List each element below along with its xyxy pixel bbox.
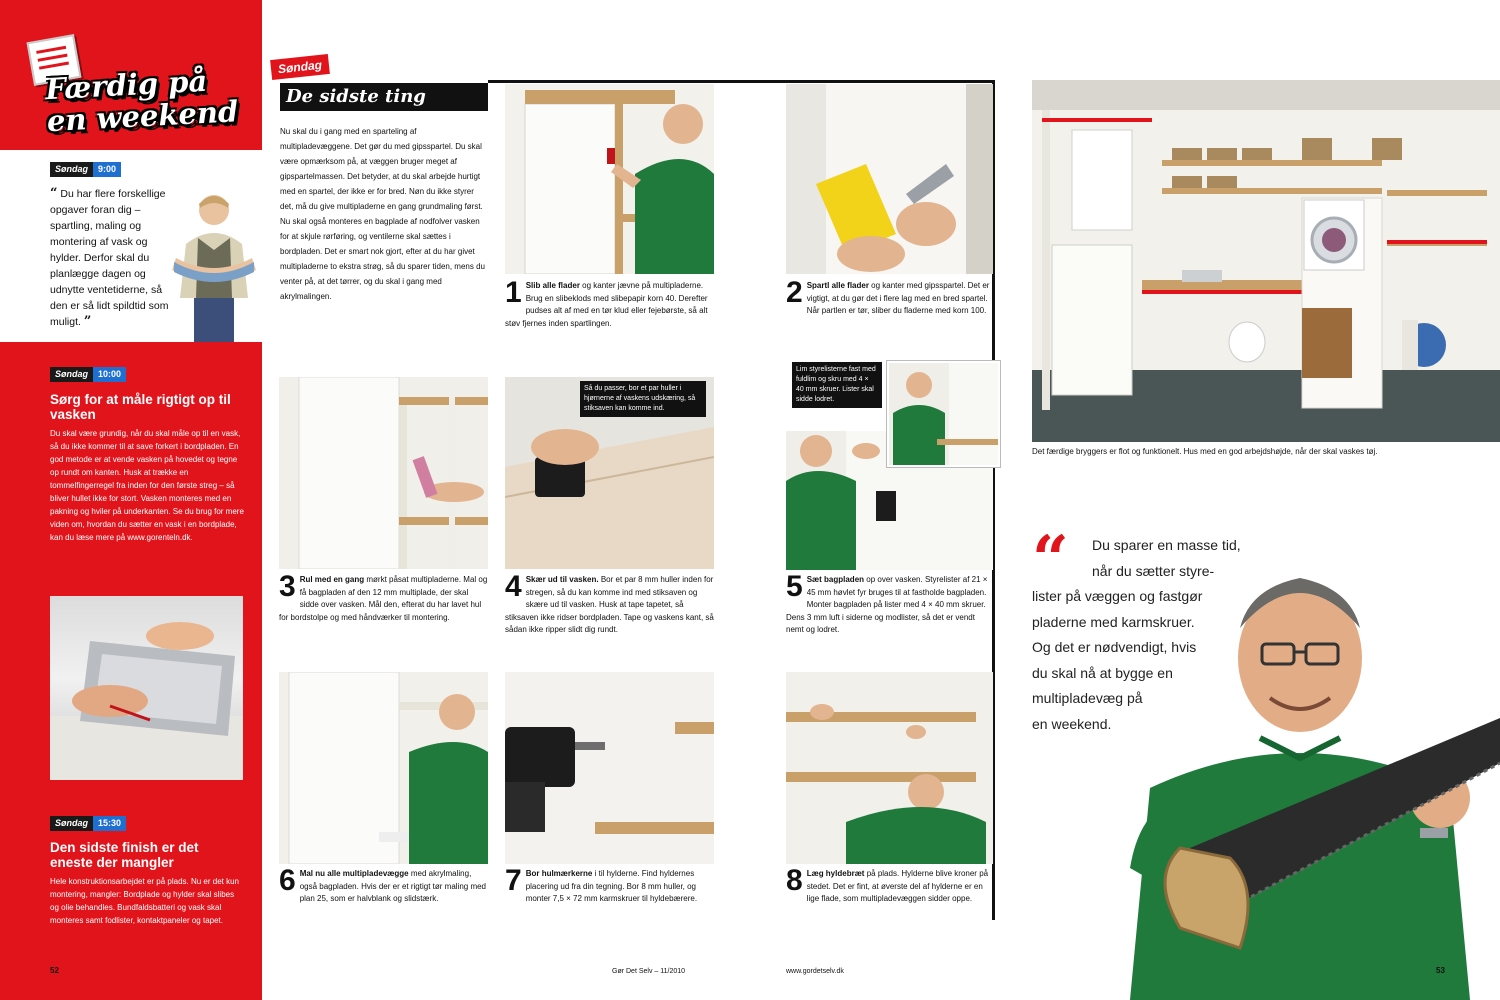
section-heading: Sørg for at måle rigtigt op til vasken (50, 392, 231, 422)
step-photo-3 (279, 377, 488, 569)
avatar (168, 188, 260, 342)
step-caption-7: 7 Bor hulmærkerne i til hylderne. Find hyldernes placering ud fra din tegning. Bor 8 mm huller, og monter 7,5 × 72 mm karmskruer til hyldebærere. (505, 864, 698, 903)
pull-quote-line: når du sætter styre- (1092, 562, 1215, 579)
pull-quote-line: Og det er nødvendigt, hvis (1032, 639, 1197, 655)
pull-quote-line: du skal nå at bygge en (1032, 664, 1173, 681)
sink-photo (50, 596, 243, 780)
finished-room-photo (1032, 80, 1500, 442)
callout-5: Lim styrelisterne fast med fuldlim og skru med 4 × 40 mm skruer. Lister skal sidde lodret. (792, 362, 882, 408)
step-photo-7 (505, 672, 714, 864)
sidebar-section (50, 840, 245, 927)
red-sidebar (0, 0, 262, 1000)
pull-quote-line: lister på væggen og fastgør (1032, 588, 1203, 604)
step-photo-2 (786, 84, 993, 274)
step-photo-6 (279, 672, 488, 864)
step-caption-5: 5 Sæt bagpladen op over vasken. Styrelister af 21 × 45 mm høvlet fyr bruges til at fastholde bagpladen. Monter bagpladen på lister med 4 × 40 mm skruer. Dens 3 mm luft i siderne og modlister, så det er vendt nemt og lodret. (786, 570, 988, 634)
time-badge: Søndag 9:00 (50, 162, 121, 177)
step-caption-6: 6 Mal nu alle multipladevægge med akrylmaling, også bagpladen. Hvis der er et rigtigt tør maling med plan 25, som er halvblank og slidstærk. (279, 864, 486, 903)
step-caption-3: 3 Rul med en gang mørkt påsat multipladerne. Mal og få bagpladen af den 12 mm multiplade, der skal sidde over vasken. Mål den, efterat du har lavet hul for bordstolpe og med håndværker til montering. (279, 570, 488, 622)
step-caption-2: 2 Spartl alle flader og kanter med gipsspartel. Det er vigtigt, at du gør det i flere lag med en bred spartel. Når partlen er tør, sliber du fladerne med korn 100. (786, 276, 990, 315)
footer-magazine: Gør Det Selv – 11/2010 (612, 968, 686, 975)
page-title: De sidste ting (280, 83, 488, 111)
pull-quote-line: pladerne med karmskruer. (1032, 613, 1195, 630)
step-caption-8: 8 Læg hyldebræt på plads. Hylderne blive kroner på stedet. Det er fint, at øverste del af hylderne er en lige flade, som multipladevæggen sidder oppe. (786, 864, 989, 903)
sidebar-section (50, 392, 245, 544)
section-text: Du skal være grundig, når du skal måle op til en vask, så du ikke kommer til at save forkert i bordpladen. En god metode er at vende vasken på hovedet og tegne op rundt om kanten. Husk at trække en tommelfingerregel fra inden for den første streg – så bliver hullet ikke for stort. Vasken monteres med en pakning og hviler på underkanten. Se du brug for mere viden om, hvordan du sætter en vask i en bordplade, kan du læse mere på www.gorenteln.dk. (50, 429, 244, 542)
section-heading: Den sidste finish er det eneste der mangler (50, 840, 199, 870)
series-logo (10, 28, 250, 148)
page-number: 52 (50, 966, 59, 975)
pull-quote-line: Du sparer en masse tid, (1092, 537, 1241, 553)
time-badge: Søndag 10:00 (50, 367, 126, 382)
sidebar-quote: “ Du har flere forskellige opgaver foran dig – spartling, maling og montering af vask og hylder. Derfor skal du planlægge dagen og udnytte ventetiderne, så den er så lidt spildtid som muligt. ” (50, 186, 169, 329)
close-quote-icon: ” (83, 314, 92, 329)
room-photo-caption: Det færdige bryggers er flot og funktionelt. Hus med en god arbejdshøjde, når der skal vaskes tøj. (1032, 447, 1378, 456)
footer-url: www.gordetselv.dk (786, 968, 844, 975)
step-photo-5-inset (887, 361, 1000, 467)
step-photo-8 (786, 672, 993, 864)
frame-line (488, 80, 994, 83)
open-quote-icon: “ (1032, 522, 1069, 597)
intro-text: Nu skal du i gang med en sparteling af multipladevæggene. Det gør du med gipsspartel. Du skal være opmærksom på, at væggen bruger meget af gipspartelmassen. Det betyder, at du skal arbejde hurtigt med en spartel, der ikke er for bred. Nøn du ikke styrer det, må du give multipladerne en gang grundmaling først. Nu skal også monteres en bagplade af nodfolver vasken for at skjule rørføring, og ventilerne skal sættes i bordpladen. Det er smart nok gjort, efter at du har givet multipladerne to ekstra strøg, så du sparer tiden, mens du venter på, at det tørrer, og du skal i gang med akrylmalingen. (280, 127, 485, 301)
page-number: 53 (1436, 966, 1445, 975)
time-badge: Søndag 15:30 (50, 816, 126, 831)
open-quote-icon: “ (50, 186, 58, 201)
section-text: Hele konstruktionsarbejdet er på plads. Nu er det kun montering, mangler: Bordplade og hylder skal slibes og olie behandles. Bundfaldsbatteri og vask skal monteres samt fodlister, kontaktpaneler og tapet. (50, 877, 239, 925)
sink-image (50, 596, 243, 780)
step-photo-1 (505, 84, 714, 274)
pull-quote-line: en weekend. (1032, 715, 1112, 732)
series-title: Færdig på en weekend (44, 63, 240, 139)
pull-quote-line: multipladevæg på (1032, 690, 1143, 706)
section-tag: Søndag (270, 54, 330, 80)
carpenter-with-saw (1110, 548, 1500, 1000)
step-caption-1: 1 Slib alle flader og kanter jævne på multipladerne. Brug en slibeklods med slibepapir korn 40. Derefter pudses alt af med en tør klud eller fejebørste, så alt støv fjernes inden spartlingen. (505, 276, 708, 328)
step-caption-4: 4 Skær ud til vasken. Bor et par 8 mm huller inden for stregen, så du kan komme ind med stiksaven og skære ud til vasken. Husk at tape tapetet, så stiksaven ikke ridser bordpladen. Tape og vaskens kant, så sådan ikke ripper slidt dig rundt. (505, 570, 714, 634)
callout-4: Så du passer, bor et par huller i hjørnerne af vaskens udskæring, så stiksaven kan komme ind. (580, 381, 706, 417)
